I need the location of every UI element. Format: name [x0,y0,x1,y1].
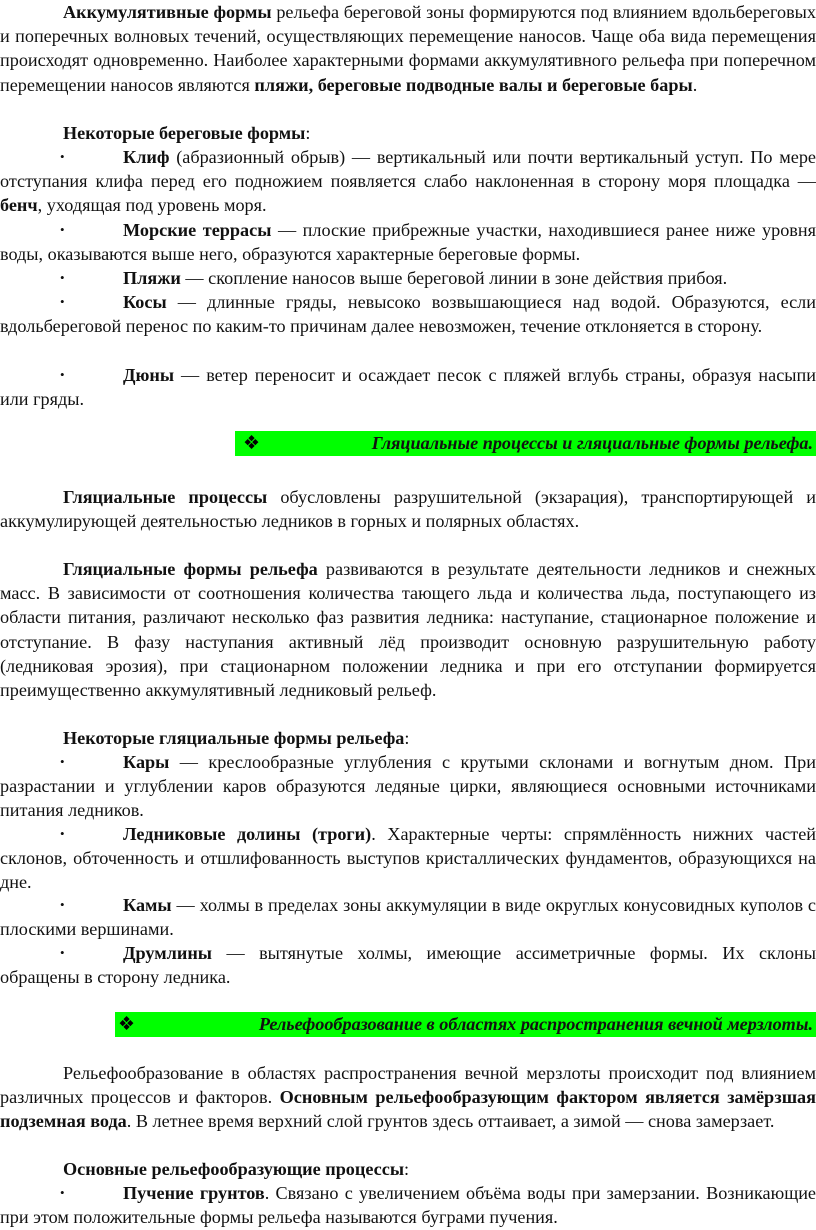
diamond-bullet-icon: ❖ [243,433,261,454]
glacial-forms-title: Некоторые гляциальные формы рельефа: [63,728,410,748]
bullet-icon: • [60,270,65,285]
list-item-kames: Камы — холмы в пределах зоны аккумуляции в виде округлых конусовидных куполов с плоскими вершинами. [0,895,816,940]
bullet-icon: • [60,945,65,960]
paragraph-permafrost: Рельефообразование в областях распространения вечной мерзлоты происходит под влиянием различных процессов и факторов. Основным рельефообразующим фактором является замёрзшая подземная вода. В летнее время верхний слой грунтов здесь оттаивает, а зимой — снова замерзает. [0,1063,816,1132]
list-item-beaches: Пляжи — скопление наносов выше береговой линии в зоне действия прибоя. [123,268,728,288]
list-item-dunes: Дюны — ветер переносит и осаждает песок с пляжей вглубь страны, образуя насыпи или гряды. [0,365,816,410]
bullet-icon: • [60,754,65,769]
section-heading-glacial [0,431,816,457]
term: пляжи, береговые подводные валы и береговые бары [254,74,693,95]
paragraph-glacial-processes: Гляциальные процессы обусловлены разрушительной (экзарация), транспортирующей и аккумулирующей деятельностью ледников в горных и полярных областях. [0,487,816,532]
list-item-sea-terraces: Морские террасы — плоские прибрежные участки, находившиеся ранее ниже уровня воды, оказываются выше него, образуются характерные береговые формы. [0,220,816,265]
paragraph-accumulative-forms: Аккумулятивные формы рельефа береговой зоны формируются под влиянием вдольбереговых и поперечных волновых течений, осуществляющих перемещение наносов. Чаще оба вида перемещения происходят одновременно. Наиболее характерными формами аккумулятивного рельефа при поперечном перемещении наносов являются пляжи, береговые подводные валы и береговые бары. [0,2,816,95]
list-item-troughs: Ледниковые долины (троги). Характерные черты: спрямлённость нижних частей склонов, обточенность и отшлифованность выступов кристаллических фундаментов, образующихся на дне. [0,824,816,893]
bullet-icon: • [60,897,65,912]
permafrost-processes-title: Основные рельефообразующие процессы: [63,1159,410,1179]
bullet-icon: • [60,222,65,237]
list-item-cliff: Клиф (абразионный обрыв) — вертикальный или почти вертикальный уступ. По мере отступания клифа перед его подножием появляется слабо наклоненная в сторону моря площадка — бенч, уходящая под уровень моря. [0,147,816,216]
term: Аккумулятивные формы [63,2,272,22]
bullet-icon: • [60,367,65,382]
list-item-drumlins: Друмлины — вытянутые холмы, имеющие ассиметричные формы. Их склоны обращены в сторону ледника. [0,943,816,988]
bullet-icon: • [60,149,65,164]
bullet-icon: • [60,1185,65,1200]
heading-text: Рельефообразование в областях распространения вечной мерзлоты. [258,1014,813,1034]
diamond-bullet-icon: ❖ [118,1014,136,1035]
bullet-icon: • [60,294,65,309]
heading-text: Гляциальные процессы и гляциальные формы рельефа. [371,433,813,453]
coastal-forms-title: Некоторые береговые формы: [63,123,311,143]
list-item-cirques: Кары — креслообразные углубления с крутыми склонами и вогнутым дном. При разрастании и углублении каров образуются ледяные цирки, являющиеся основными источниками питания ледников. [0,752,816,821]
section-heading-permafrost [0,1012,816,1038]
list-item-frost-heave: Пучение грунтов. Связано с увеличением объёма воды при замерзании. Возникающие при этом положительные формы рельефа называются буграми пучения. [0,1183,816,1228]
list-item-spits: Косы — длинные гряды, невысоко возвышающиеся над водой. Образуются, если вдольбереговой перенос по каким-то причинам далее невозможен, течение отклоняется в сторону. [0,292,816,337]
bullet-icon: • [60,826,65,841]
paragraph-glacial-forms: Гляциальные формы рельефа развиваются в результате деятельности ледников и снежных масс. В зависимости от соотношения количества тающего льда и количества льда, поступающего из области питания, различают несколько фаз развития ледника: наступание, стационарное положение и отступание. В фазу наступания активный лёд производит основную разрушительную работу (ледниковая эрозия), при стационарном положении ледника и при его отступании формируется преимущественно аккумулятивный ледниковый рельеф. [0,559,816,701]
